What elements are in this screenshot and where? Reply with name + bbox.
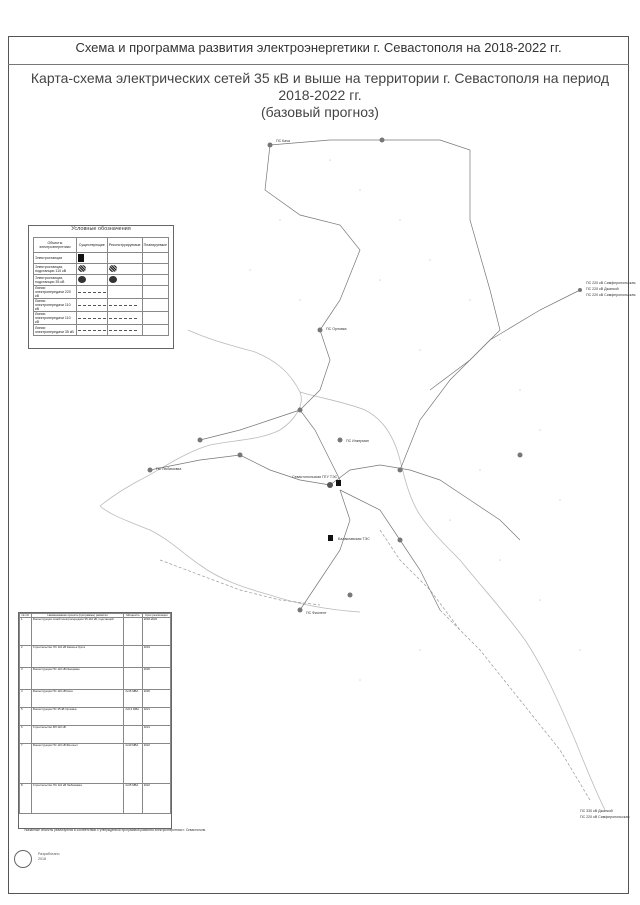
substation-icon <box>518 453 523 458</box>
project-number: 3 <box>20 668 32 690</box>
project-name: Строительство ПС 110 кВ Любимовка <box>31 784 124 814</box>
substation-icon <box>338 438 343 443</box>
line-icon <box>109 330 137 331</box>
legend-row <box>34 286 169 299</box>
legend-header: Реконструируемые <box>107 238 142 253</box>
project-number: 8 <box>20 784 32 814</box>
stamp-line: 2018 <box>38 857 46 861</box>
substation-icon <box>398 468 403 473</box>
project-power: 2x40 МВА <box>124 744 142 784</box>
legend-label: Электростанции, подстанции 35 кВ <box>34 275 77 286</box>
project-year: 2022 <box>142 744 170 784</box>
substation-110-icon <box>109 265 117 272</box>
map-label: ПС 220 кВ Симферопольская <box>586 281 636 285</box>
project-number: 7 <box>20 744 32 784</box>
page-title: Схема и программа развития электроэнергетики г. Севастополя на 2018-2022 гг. <box>75 40 562 55</box>
project-name: Реконструкция ПС 35 кВ Орловка <box>31 708 124 726</box>
project-power <box>124 618 142 646</box>
legend-label: Линии электропередачи 110 кВ <box>34 299 77 312</box>
project-name: Реконструкция ПС 110 кВ Инкерман <box>31 668 124 690</box>
projects-table <box>18 612 172 829</box>
project-power: 2x25 МВА <box>124 784 142 814</box>
line-icon <box>109 305 137 306</box>
legend-label: Электростанции <box>34 253 77 264</box>
legend-title: Условные обозначения <box>71 226 131 232</box>
map-label: ПС Орловка <box>326 327 347 331</box>
map-label: ПС Любимовка <box>156 467 182 471</box>
line-icon <box>78 318 106 319</box>
substation-icon <box>198 438 203 443</box>
project-power <box>124 726 142 744</box>
line-icon <box>78 305 106 306</box>
legend-row <box>34 312 169 325</box>
substation-icon <box>238 453 243 458</box>
legend-header: Планируемые <box>142 238 168 253</box>
projects-header: Мощность <box>124 614 142 618</box>
project-number: 4 <box>20 690 32 708</box>
substation-icon <box>318 328 323 333</box>
project-power <box>124 646 142 668</box>
company-logo-icon <box>14 850 32 868</box>
legend-header: Объекты электроэнергетики <box>34 238 77 253</box>
project-year: 2018-2022 <box>142 618 170 646</box>
footnote: Указанные объекты реализуются в соответствии с утвержденной программой развития электроэнергетики г. Севастополя. <box>24 828 207 832</box>
substation-35-icon <box>109 276 117 283</box>
project-name: Реконструкция ПС 110 кВ Кача <box>31 690 124 708</box>
project-power <box>124 668 142 690</box>
map-label: Севастопольская ПГУ ТЭС <box>292 475 338 479</box>
project-name: Строительство ПС 110 кВ Казачья бухта <box>31 646 124 668</box>
line-icon <box>78 292 106 293</box>
power-plant-icon <box>78 254 84 262</box>
coastline <box>100 330 605 810</box>
project-year: 2021 <box>142 726 170 744</box>
map-title-line1: Карта-схема электрических сетей 35 кВ и выше на территории г. Севастополя на период 2018-2022 гг. <box>30 70 610 103</box>
legend-label: Линии электропередачи 220 кВ <box>34 286 77 299</box>
substation-icon <box>327 482 333 488</box>
substation-icon <box>348 593 353 598</box>
substation-icon <box>268 143 273 148</box>
substation-icon <box>298 608 303 613</box>
map-label: ПС 220 кВ Симферопольская <box>586 293 636 297</box>
legend-label: Линии электропередачи 110 кВ <box>34 312 77 325</box>
map-label: ПС 220 кВ Джанкой <box>586 287 619 291</box>
map-label-group <box>156 139 635 819</box>
line-icon <box>78 330 106 331</box>
line-icon <box>109 318 137 319</box>
table-row <box>20 618 171 646</box>
substation-110-icon <box>78 265 86 272</box>
legend-row <box>34 253 169 264</box>
map-label: ПС Кача <box>276 139 291 143</box>
project-year: 2020 <box>142 668 170 690</box>
project-name: Реконструкция ПС 110 кВ Фиолент <box>31 744 124 784</box>
substation-icon <box>148 468 153 473</box>
legend-row <box>34 325 169 336</box>
legend-label: Электростанции, подстанции 110 кВ <box>34 264 77 275</box>
table-row <box>20 690 171 708</box>
legend-row <box>34 275 169 286</box>
map-title-line2: (базовый прогноз) <box>261 104 379 120</box>
project-number: 2 <box>20 646 32 668</box>
substation-35-icon <box>78 276 86 283</box>
project-name: Строительство ВЛ 110 кВ <box>31 726 124 744</box>
legend-table <box>33 237 169 336</box>
project-number: 1 <box>20 618 32 646</box>
project-power: 2x6,3 МВА <box>124 708 142 726</box>
substation-icon <box>398 538 403 543</box>
project-number: 5 <box>20 708 32 726</box>
table-row <box>20 744 171 784</box>
substation-icon <box>578 288 582 292</box>
project-name: Реконструкция линий электропередачи 35-110 кВ, подстанций <box>31 618 124 646</box>
legend <box>28 225 174 349</box>
project-year: 2021 <box>142 708 170 726</box>
stamp-line: Разработано <box>38 852 60 856</box>
project-year: 2020 <box>142 690 170 708</box>
developer-stamp <box>14 848 174 872</box>
project-year: 2022 <box>142 784 170 814</box>
map-label: Балаклавская ТЭС <box>338 537 370 541</box>
map-label: ПС 330 кВ Джанкой <box>580 809 613 813</box>
project-year: 2019 <box>142 646 170 668</box>
substations <box>148 138 583 613</box>
legend-row <box>34 299 169 312</box>
projects-header: Наименование проекта (программы) развития <box>31 614 124 618</box>
project-number: 6 <box>20 726 32 744</box>
table-row <box>20 646 171 668</box>
power-plant-icon <box>328 535 333 541</box>
map-label: ПС Фиолент <box>306 611 327 615</box>
project-power: 2x16 МВА <box>124 690 142 708</box>
map-label: ПС 220 кВ Симферопольская <box>580 815 630 819</box>
table-row <box>20 784 171 814</box>
legend-header: Существующие <box>76 238 107 253</box>
legend-label: Линии электропередачи 35 кВ <box>34 325 77 336</box>
power-plant-icon <box>336 480 341 486</box>
map-label: ПС Инкерман <box>346 439 369 443</box>
projects-header: № п/п <box>20 614 32 618</box>
legend-row <box>34 264 169 275</box>
table-row <box>20 668 171 690</box>
table-row <box>20 726 171 744</box>
substation-icon <box>298 408 303 413</box>
table-row <box>20 708 171 726</box>
substation-icon <box>380 138 385 143</box>
dashed-lines <box>160 530 590 800</box>
projects-header: Срок реализации <box>142 614 170 618</box>
